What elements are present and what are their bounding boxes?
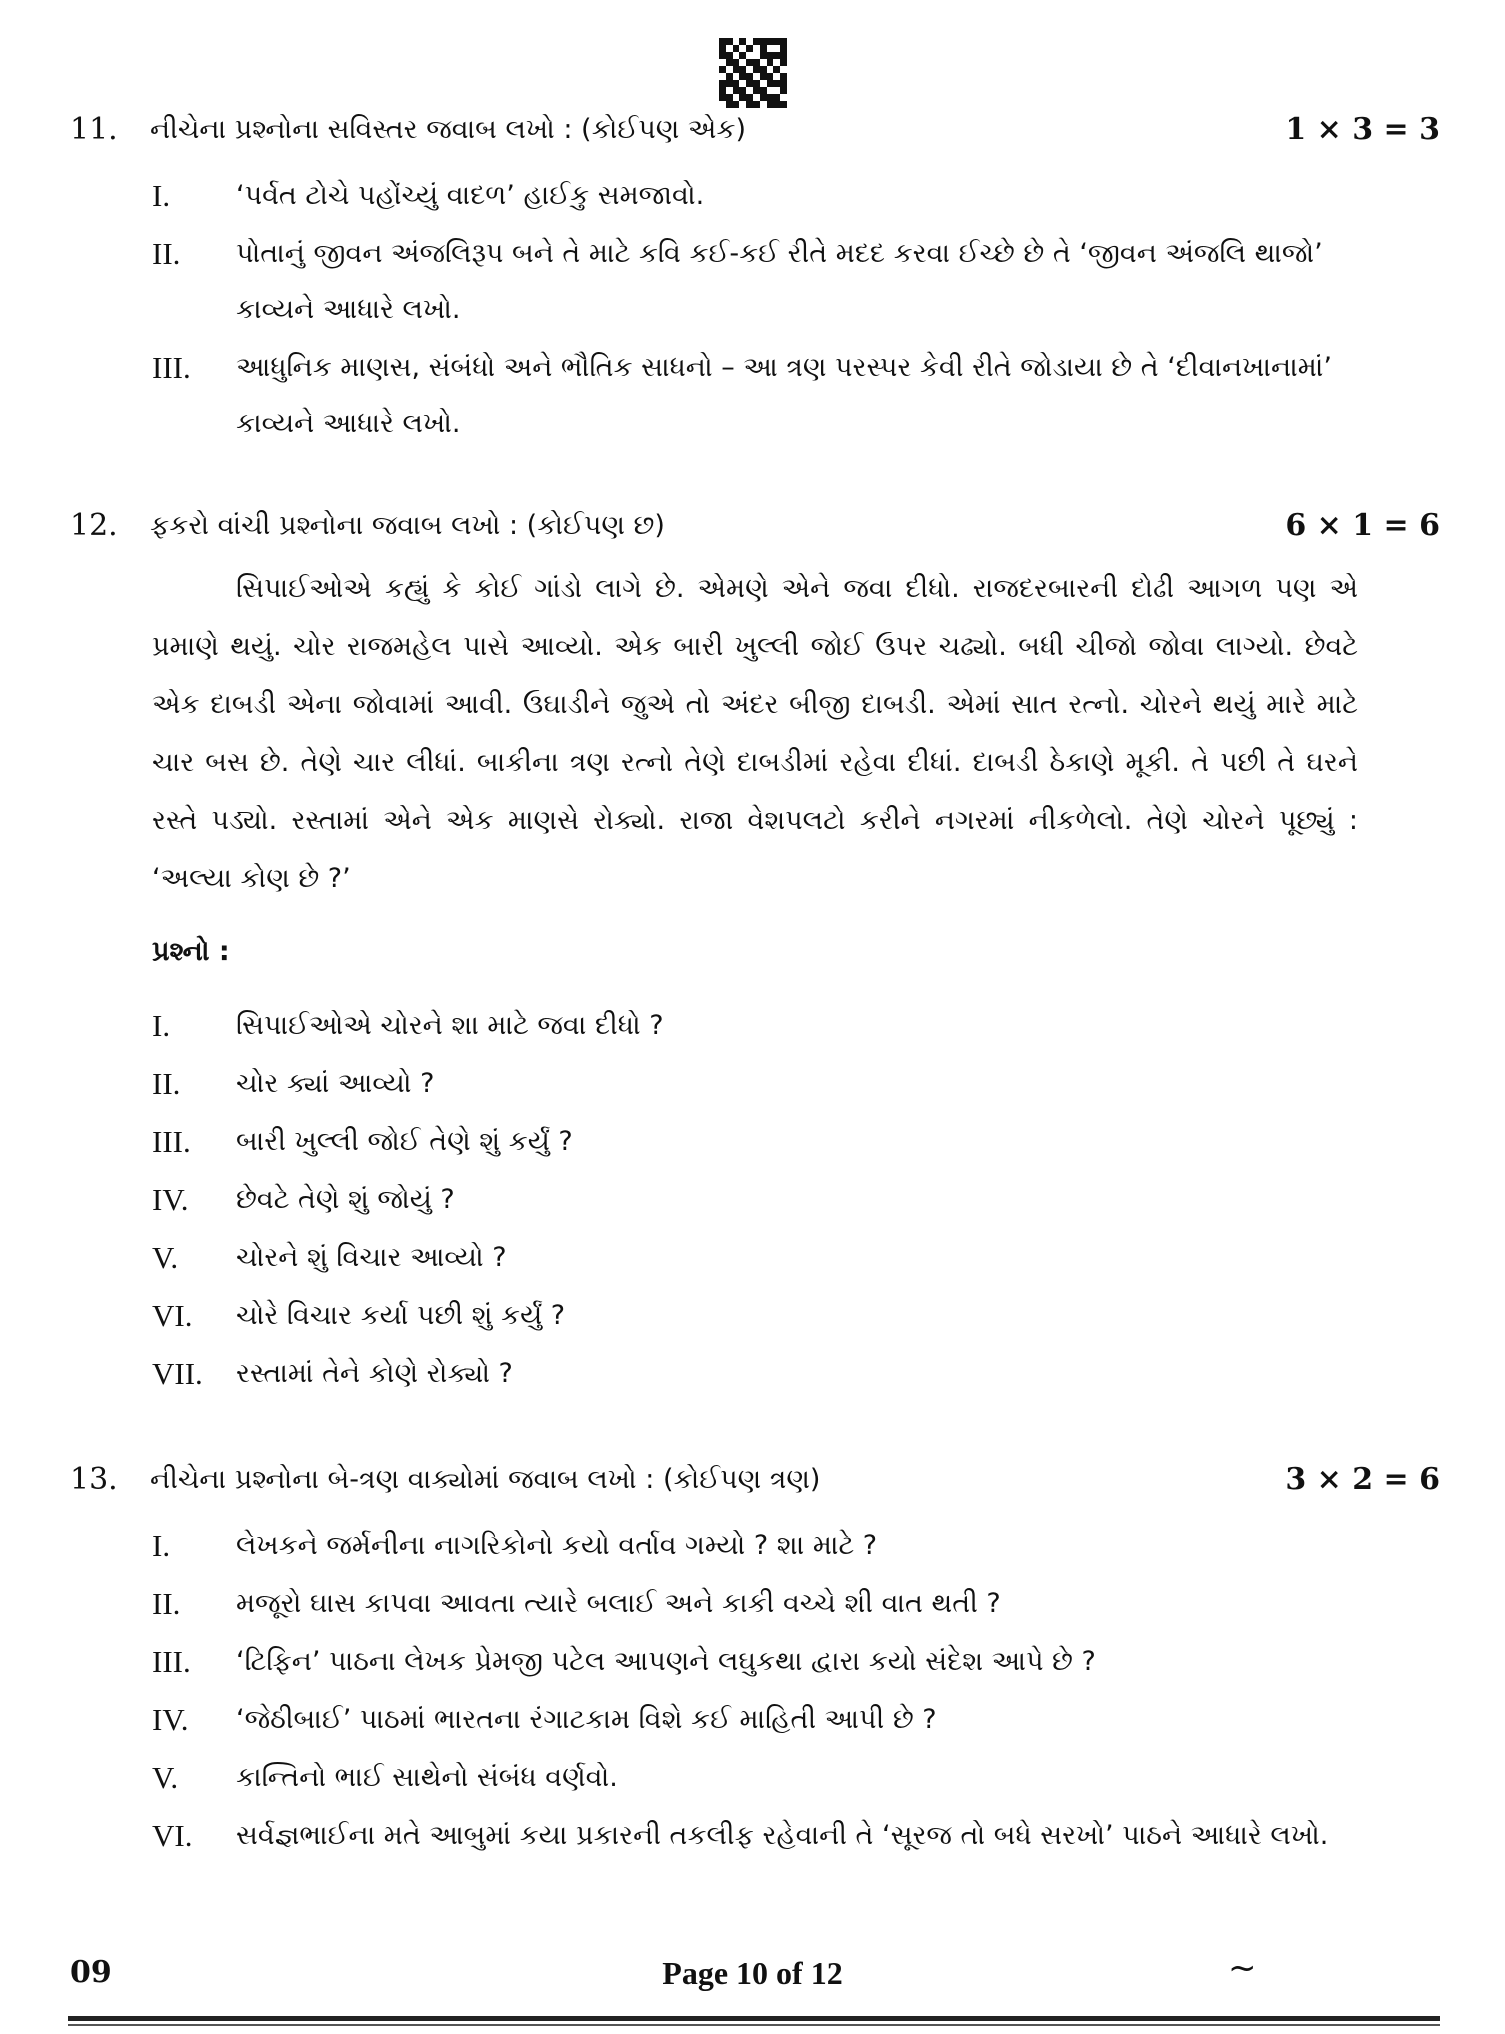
question-marks: 6 × 1 = 6 [1285,508,1440,543]
item-text: પોતાનું જીવન અંજલિરૂપ બને તે માટે કવિ કઈ-કઈ રીતે મદદ કરવા ઈચ્છે છે તે ‘જીવન અંજલિ થાજો’ કાવ્યને આધારે લખો. [236,238,1323,325]
questions-label: પ્રશ્નો : [152,936,230,967]
q11-item-1 [152,168,1372,224]
item-text: સર્વજ્ઞભાઈના મતે આબુમાં કયા પ્રકારની તકલીફ રહેવાની તે ‘સૂરજ તો બધે સરખો’ પાઠને આધારે લખો. [236,1820,1329,1851]
item-numeral: IV. [152,1182,189,1217]
paper-code: 09 [70,1955,112,1990]
question-12-header [70,508,1440,558]
question-number: 12. [70,508,118,543]
item-numeral: III. [152,350,191,385]
q12-item-5 [152,1230,1372,1286]
item-text: રસ્તામાં તેને કોણે રોક્યો ? [236,1358,513,1389]
item-numeral: I. [152,1528,171,1563]
q13-item-4 [152,1692,1372,1748]
item-text: સિપાઈઓએ ચોરને શા માટે જવા દીધો ? [236,1010,664,1041]
q11-item-2 [152,226,1372,338]
page-number: Page 10 of 12 [662,1955,843,1991]
item-text: ‘ટિફિન’ પાઠના લેખક પ્રેમજી પટેલ આપણને લઘુકથા દ્વારા કયો સંદેશ આપે છે ? [236,1646,1096,1677]
item-text: આધુનિક માણસ, સંબંધો અને ભૌતિક સાધનો – આ ત્રણ પરસ્પર કેવી રીતે જોડાયા છે તે ‘દીવાનખાનામાં’ કાવ્યને આધારે લખો. [236,352,1332,439]
q13-item-3 [152,1634,1372,1690]
question-number: 13. [70,1462,118,1497]
q11-item-3 [152,340,1372,452]
item-numeral: VI. [152,1818,193,1853]
q13-item-1 [152,1518,1372,1574]
item-text: ‘પર્વત ટોચે પહોંચ્યું વાદળ’ હાઈકુ સમજાવો. [236,180,705,211]
item-numeral: III. [152,1644,191,1679]
item-numeral: I. [152,1008,171,1043]
item-text: ‘જેઠીબાઈ’ પાઠમાં ભારતના રંગાટકામ વિશે કઈ માહિતી આપી છે ? [236,1704,937,1735]
question-marks: 1 × 3 = 3 [1285,112,1440,147]
q13-item-5 [152,1750,1372,1806]
q12-item-3 [152,1114,1372,1170]
item-numeral: II. [152,1066,181,1101]
item-text: ચોર ક્યાં આવ્યો ? [236,1068,435,1099]
item-numeral: II. [152,1586,181,1621]
q13-item-2 [152,1576,1372,1632]
q13-item-6 [152,1808,1372,1864]
q12-item-2 [152,1056,1372,1112]
item-text: લેખકને જર્મનીના નાગરિકોનો કયો વર્તાવ ગમ્યો ? શા માટે ? [236,1530,878,1561]
item-numeral: VII. [152,1356,203,1391]
footer-rule-thin [68,2024,1440,2026]
item-text: ચોરે વિચાર કર્યા પછી શું કર્યું ? [236,1300,566,1331]
question-11-header [70,112,1440,162]
question-number: 11. [70,112,118,147]
question-instruction: નીચેના પ્રશ્નોના બે-ત્રણ વાક્યોમાં જવાબ લખો : (કોઈપણ ત્રણ) [150,1464,821,1495]
q12-item-6 [152,1288,1372,1344]
question-13-header [70,1462,1440,1512]
qr-code [719,38,787,108]
item-text: મજૂરો ઘાસ કાપવા આવતા ત્યારે બલાઈ અને કાકી વચ્ચે શી વાત થતી ? [236,1588,1001,1619]
footer-mark: ~ [1228,1948,1257,1988]
q12-item-4 [152,1172,1372,1228]
item-text: છેવટે તેણે શું જોયું ? [236,1184,455,1215]
item-numeral: II. [152,236,181,271]
question-instruction: ફકરો વાંચી પ્રશ્નોના જવાબ લખો : (કોઈપણ છ) [150,510,665,541]
footer-rule [68,2016,1440,2021]
item-numeral: I. [152,178,171,213]
item-numeral: IV. [152,1702,189,1737]
question-marks: 3 × 2 = 6 [1285,1462,1440,1497]
item-text: કાન્તિનો ભાઈ સાથેનો સંબંધ વર્ણવો. [236,1762,618,1793]
reading-passage: સિપાઈઓએ કહ્યું કે કોઈ ગાંડો લાગે છે. એમણે એને જવા દીધો. રાજદરબારની દોઢી આગળ પણ એ પ્રમાણે થયું. ચોર રાજમહેલ પાસે આવ્યો. એક બારી ખુલ્લી જોઈ ઉપર ચઢ્યો. બધી ચીજો જોવા લાગ્યો. છેવટે એક દાબડી એના જોવામાં આવી. ઉઘાડીને જુએ તો અંદર બીજી દાબડી. એમાં સાત રત્નો. ચોરને થયું મારે માટે ચાર બસ છે. તેણે ચાર લીધાં. બાકીના ત્રણ રત્નો તેણે દાબડીમાં રહેવા દીધાં. દાબડી ઠેકાણે મૂકી. તે પછી તે ઘરને રસ્તે પડ્યો. રસ્તામાં એને એક માણસે રોક્યો. રાજા વેશપલટો કરીને નગરમાં નીકળેલો. તેણે ચોરને પૂછ્યું : ‘અલ્યા કોણ છે ?’ [152,573,1358,894]
item-numeral: V. [152,1760,179,1795]
q12-item-7 [152,1346,1372,1402]
q12-item-1 [152,998,1372,1054]
item-text: બારી ખુલ્લી જોઈ તેણે શું કર્યું ? [236,1126,573,1157]
item-numeral: III. [152,1124,191,1159]
item-numeral: V. [152,1240,179,1275]
item-text: ચોરને શું વિચાર આવ્યો ? [236,1242,507,1273]
item-numeral: VI. [152,1298,193,1333]
question-instruction: નીચેના પ્રશ્નોના સવિસ્તર જવાબ લખો : (કોઈપણ એક) [150,114,746,145]
